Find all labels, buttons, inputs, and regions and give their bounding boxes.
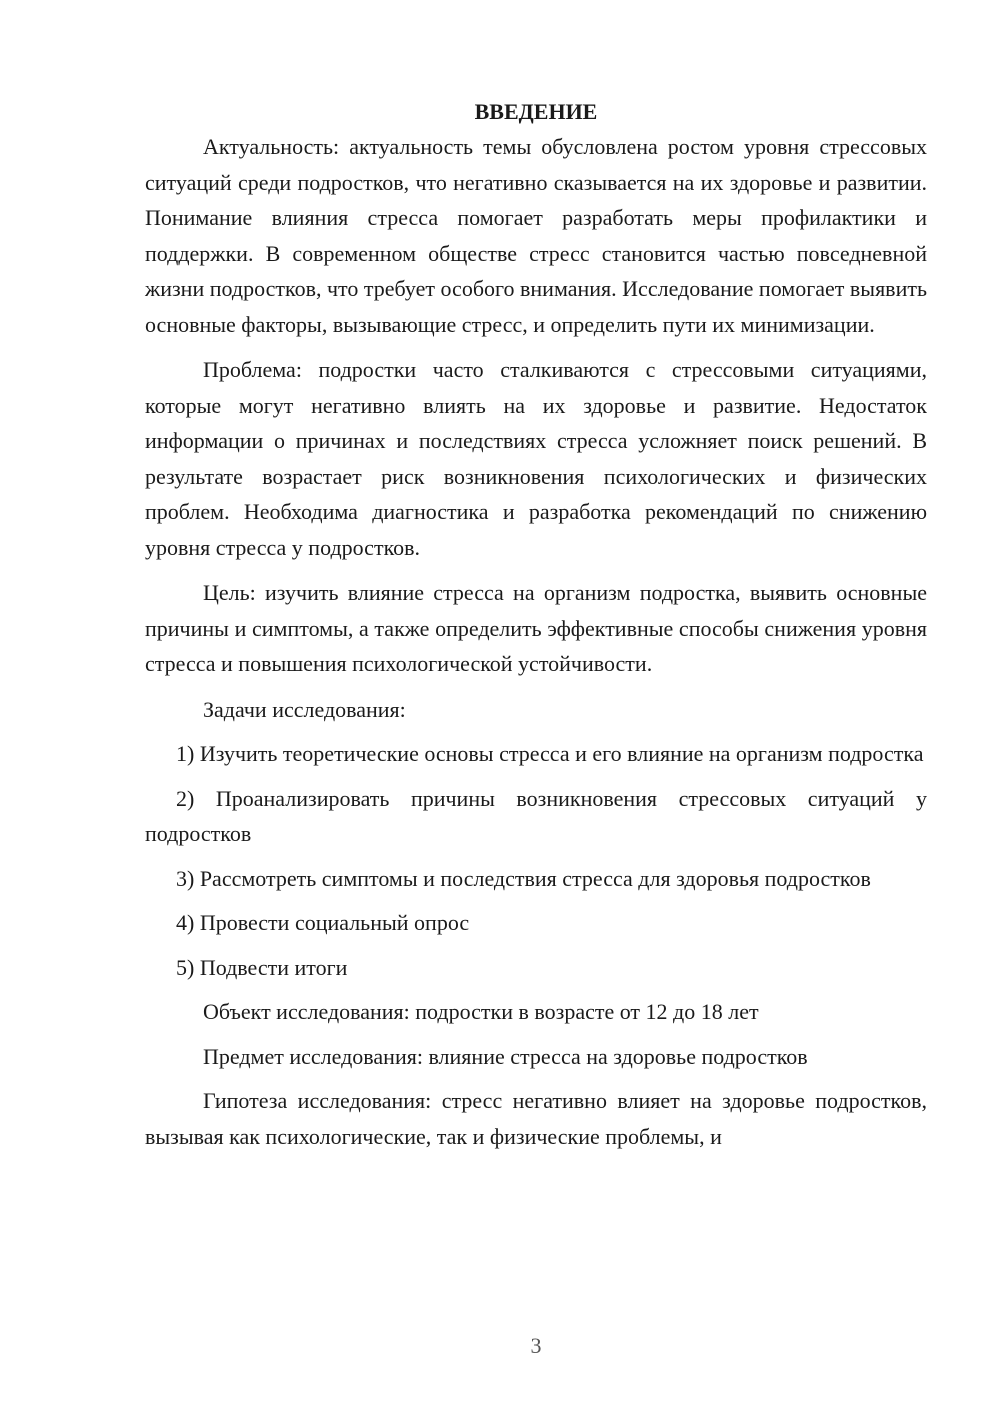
problem-paragraph: Проблема: подростки часто сталкиваются с стрессовыми ситуациями, которые могут негативно влиять на их здоровье и развитие. Недостаток информации о причинах и последствиях стресса усложняет поиск решений. В результате возрастает риск возникновения психологических и физических проблем. Необходима диагностика и разработка рекомендаций по снижению уровня стресса у подростков. bbox=[145, 357, 927, 560]
page-body bbox=[145, 94, 927, 1164]
task-item-5: 5) Подвести итоги bbox=[176, 954, 348, 980]
page-number: 3 bbox=[530, 1333, 542, 1358]
relevance-paragraph: Актуальность: актуальность темы обусловлена ростом уровня стрессовых ситуаций среди подростков, что негативно сказывается на их здоровье и развитии. Понимание влияния стресса помогает разработать меры профилактики и поддержки. В современном обществе стресс становится частью повседневной жизни подростков, что требует особого внимания. Исследование помогает выявить основные факторы, вызывающие стресс, и определить пути их минимизации. bbox=[145, 134, 927, 337]
tasks-label: Задачи исследования: bbox=[203, 696, 406, 722]
hypothesis-paragraph: Гипотеза исследования: стресс негативно влияет на здоровье подростков, вызывая как психологические, так и физические проблемы, и bbox=[145, 1088, 927, 1149]
goal-paragraph: Цель: изучить влияние стресса на организм подростка, выявить основные причины и симптомы, а также определить эффективные способы снижения уровня стресса и повышения психологической устойчивости. bbox=[145, 580, 927, 676]
task-item-3: 3) Рассмотреть симптомы и последствия стресса для здоровья подростков bbox=[176, 865, 871, 891]
research-object: Объект исследования: подростки в возрасте от 12 до 18 лет bbox=[203, 999, 759, 1024]
task-item-4: 4) Провести социальный опрос bbox=[176, 910, 470, 935]
task-item-2: 2) Проанализировать причины возникновения стрессовых ситуаций у подростков bbox=[145, 785, 927, 846]
task-item-1: 1) Изучить теоретические основы стресса и его влияние на организм подростка bbox=[176, 741, 924, 766]
section-heading: ВВЕДЕНИЕ bbox=[474, 99, 598, 124]
research-subject: Предмет исследования: влияние стресса на здоровье подростков bbox=[203, 1043, 808, 1069]
